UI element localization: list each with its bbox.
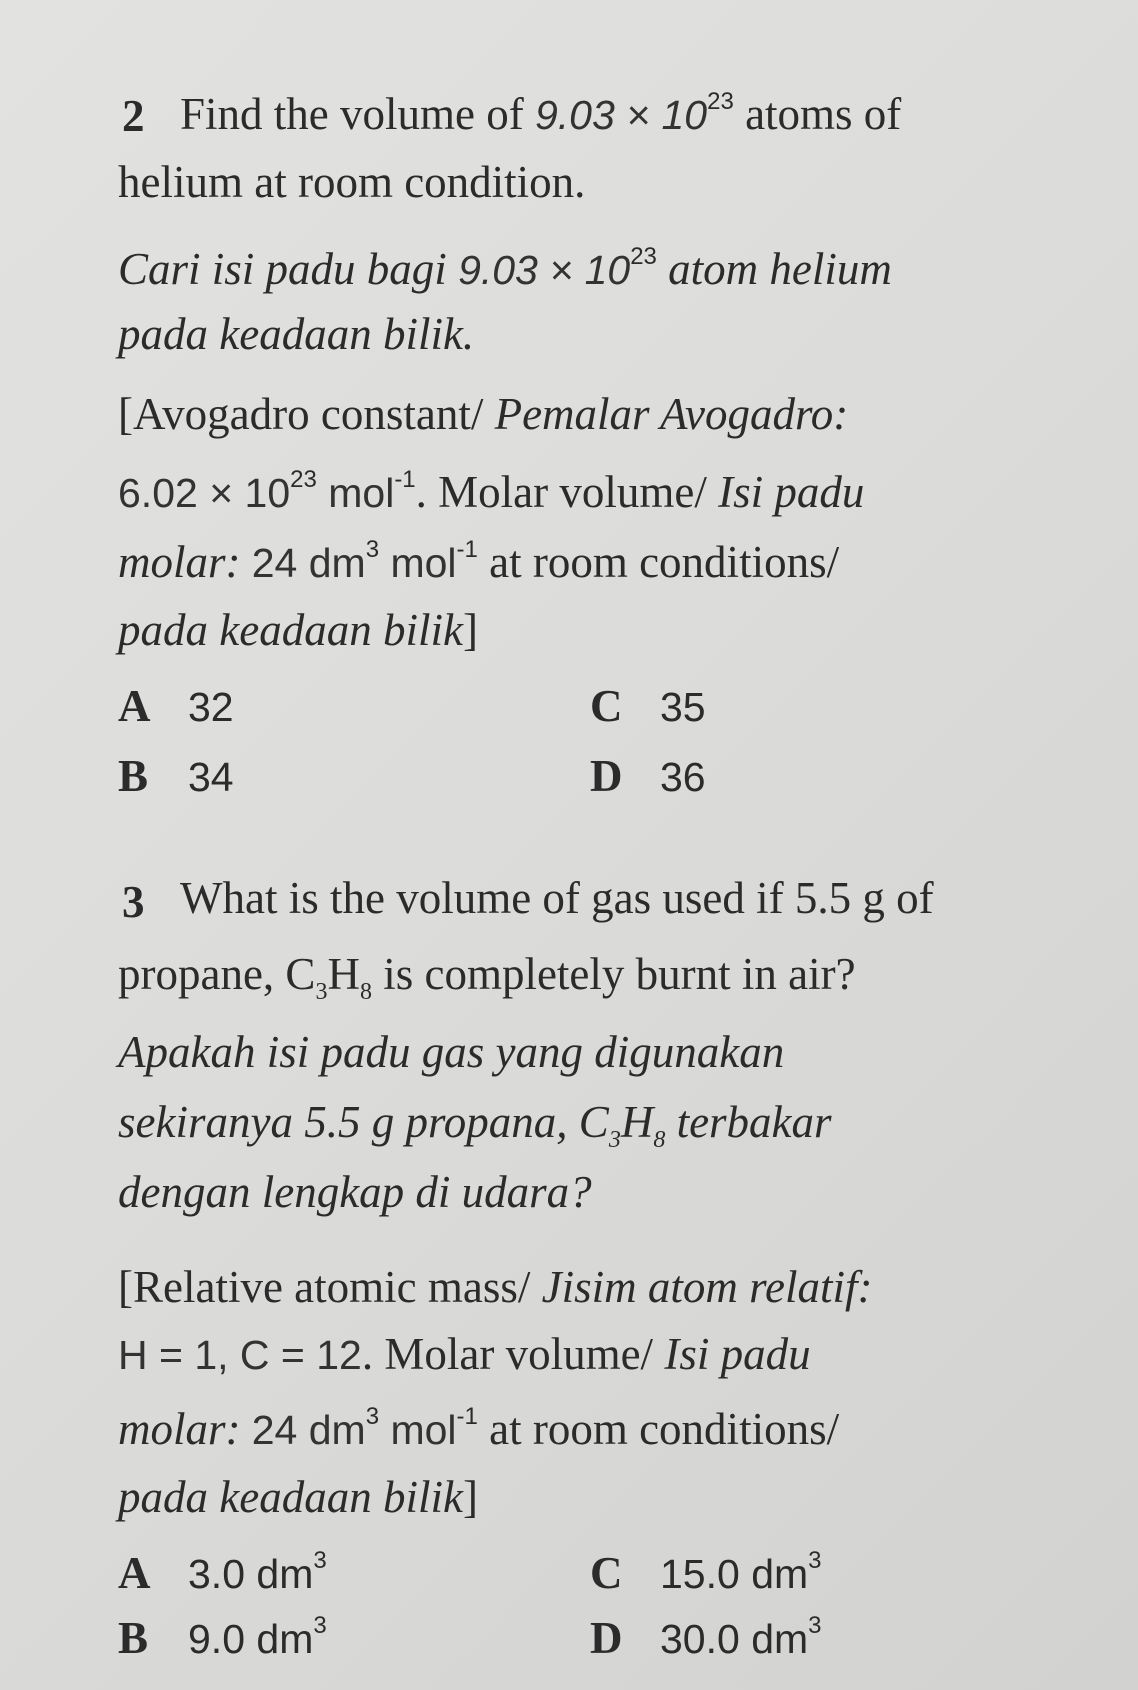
question-text-line <box>118 468 864 515</box>
text-segment: atoms of <box>733 89 902 139</box>
text-segment: 23 <box>707 88 734 115</box>
text-segment: -1 <box>394 466 416 493</box>
question-text-line <box>118 389 849 439</box>
text-segment: 9.03 × 10 <box>458 247 631 293</box>
option-unit-exponent: 3 <box>808 1547 822 1574</box>
question-text-line <box>118 1097 832 1153</box>
option-value: 36 <box>660 754 706 800</box>
text-segment: 3 <box>608 1127 621 1153</box>
answer-option-a[interactable] <box>118 1547 327 1599</box>
text-segment: -1 <box>456 1403 478 1430</box>
question-text-line <box>180 873 934 923</box>
question-text-line <box>118 1167 592 1217</box>
text-segment: pada keadaan bilik. <box>118 309 475 359</box>
text-segment: Find the volume of <box>180 89 535 139</box>
option-letter: D <box>590 751 623 801</box>
text-segment: 6.02 × 10 <box>118 470 291 516</box>
text-segment: at room conditions/ <box>477 1404 840 1454</box>
text-segment: Cari isi padu bagi <box>118 244 459 294</box>
text-segment: H <box>327 949 360 999</box>
question-text-line <box>180 90 901 137</box>
text-segment: 8 <box>653 1127 666 1153</box>
question-text-line <box>118 1027 785 1077</box>
text-segment: atom helium <box>656 244 892 294</box>
option-value: 15.0 dm <box>660 1551 809 1597</box>
option-value: 32 <box>188 684 234 730</box>
text-segment: mol <box>316 470 395 516</box>
text-segment: [Relative atomic mass/ <box>118 1262 542 1312</box>
text-segment: terbakar <box>665 1097 832 1147</box>
answer-option-d[interactable] <box>590 1612 822 1664</box>
question-text-line <box>118 1472 478 1522</box>
question-text-line <box>118 605 478 655</box>
question-text-line <box>118 157 586 207</box>
option-letter: C <box>590 1548 623 1598</box>
option-letter: C <box>590 681 623 731</box>
option-letter: B <box>118 1613 149 1663</box>
question-text-line <box>118 949 856 1005</box>
text-segment: mol <box>379 540 457 586</box>
text-segment: ] <box>462 605 478 655</box>
text-segment: 24 dm <box>251 1407 366 1453</box>
option-value: 3.0 dm <box>188 1551 314 1597</box>
option-letter: A <box>118 1548 151 1598</box>
answer-option-b[interactable] <box>118 1612 327 1664</box>
text-segment: Jisim atom relatif: <box>541 1262 873 1312</box>
text-segment: Apakah isi padu gas yang digunakan <box>118 1027 785 1077</box>
text-segment: [Avogadro constant/ <box>118 389 495 439</box>
text-segment: . Molar volume/ <box>361 1329 665 1379</box>
option-unit-exponent: 3 <box>808 1612 822 1639</box>
text-segment: 23 <box>290 466 317 493</box>
text-segment: 9.03 × 10 <box>534 92 708 138</box>
option-letter: D <box>590 1613 623 1663</box>
text-segment: is completely burnt in air? <box>371 949 856 999</box>
text-segment: . Molar volume/ <box>415 467 719 517</box>
question-number: 3 <box>122 877 145 927</box>
answer-option-c[interactable] <box>590 680 706 732</box>
text-segment: ] <box>462 1472 478 1522</box>
text-segment: dengan lengkap di udara? <box>118 1167 592 1217</box>
option-value: 30.0 dm <box>660 1616 809 1662</box>
text-segment: pada keadaan bilik <box>118 1472 463 1522</box>
text-segment: H <box>620 1097 654 1147</box>
text-segment: mol <box>379 1407 457 1453</box>
text-segment: 3 <box>365 536 380 563</box>
answer-option-c[interactable] <box>590 1547 822 1599</box>
option-letter: A <box>118 681 151 731</box>
text-segment: -1 <box>456 536 478 563</box>
option-letter: B <box>118 751 149 801</box>
question-text-line <box>118 1329 811 1379</box>
text-segment: 3 <box>315 979 328 1005</box>
text-segment: 24 dm <box>251 540 366 586</box>
option-unit-exponent: 3 <box>313 1547 327 1574</box>
question-text-line <box>118 245 892 292</box>
text-segment: pada keadaan bilik <box>118 605 463 655</box>
text-segment: 23 <box>630 243 657 270</box>
text-segment: Pemalar Avogadro: <box>494 389 849 439</box>
text-segment: molar: <box>118 537 252 587</box>
answer-option-b[interactable] <box>118 750 234 802</box>
text-segment: helium at room condition. <box>118 157 586 207</box>
text-segment: H = 1, C = 12 <box>118 1332 362 1378</box>
option-unit-exponent: 3 <box>313 1612 327 1639</box>
text-segment: What is the volume of gas used if 5.5 g of <box>180 873 934 923</box>
option-value: 9.0 dm <box>188 1616 314 1662</box>
text-segment: 3 <box>365 1403 380 1430</box>
text-segment: propane, C <box>118 949 316 999</box>
text-segment: molar: <box>118 1404 252 1454</box>
answer-option-d[interactable] <box>590 750 706 802</box>
question-text-line <box>118 538 839 585</box>
option-value: 34 <box>188 754 234 800</box>
text-segment: 8 <box>359 979 372 1005</box>
text-segment: Isi padu <box>718 467 865 517</box>
text-segment: at room conditions/ <box>477 537 840 587</box>
text-segment: Isi padu <box>664 1329 811 1379</box>
text-segment: sekiranya 5.5 g propana, C <box>118 1097 609 1147</box>
question-text-line <box>118 1262 873 1312</box>
option-value: 35 <box>660 684 706 730</box>
answer-option-a[interactable] <box>118 680 234 732</box>
question-text-line <box>118 1405 839 1452</box>
question-number: 2 <box>122 91 145 141</box>
question-text-line <box>118 309 475 359</box>
